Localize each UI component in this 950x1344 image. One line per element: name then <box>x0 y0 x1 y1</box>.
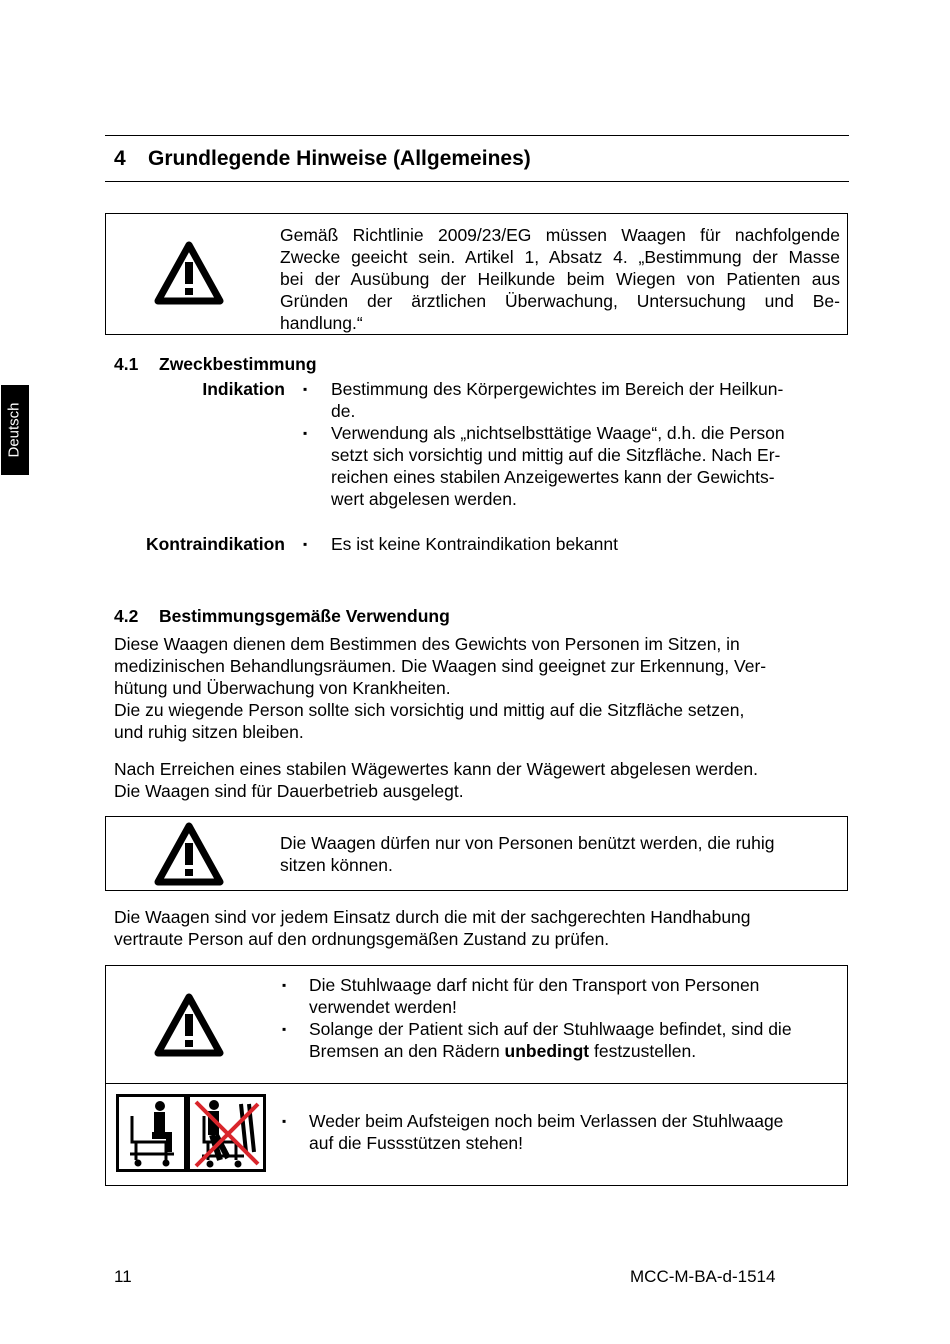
warning-triangle-icon <box>154 992 224 1058</box>
emphasis-text: unbedingt <box>504 1041 590 1061</box>
list-line: setzt sich vorsichtig und mittig auf die Sitzfläche. Nach Er- <box>331 445 781 465</box>
warning-line <box>309 1040 844 1062</box>
brake-warning-item <box>309 1018 844 1062</box>
indikation-item-1 <box>331 378 783 422</box>
warning-box-directive <box>105 213 848 335</box>
paragraph-usage <box>114 633 842 743</box>
para-line: hütung und Überwachung von Krankheiten. <box>114 678 451 698</box>
indikation-item-2 <box>331 422 785 510</box>
text-run: festzustellen. <box>589 1041 697 1061</box>
chapter-number: 4 <box>114 147 126 170</box>
warning-line: handlung.“ <box>280 313 363 333</box>
list-line: Verwendung als „nichtselbsttätige Waage“, d.h. die Person <box>331 423 785 443</box>
warning-line: Solange der Patient sich auf der Stuhlwaage befindet, sind die <box>309 1019 792 1039</box>
para-line: Die zu wiegende Person sollte sich vorsichtig und mittig auf die Sitzfläche setzen, <box>114 700 745 720</box>
bullet-icon: ▪ <box>303 382 308 396</box>
warning-line: Zwecke geeicht sein. Artikel 1, Absatz 4. „Bestimmung der Masse <box>280 247 840 267</box>
language-label: Deutsch <box>6 402 23 458</box>
para-line: Diese Waagen dienen dem Bestimmen des Gewichts von Personen im Sitzen, in <box>114 634 740 654</box>
para-line: Die Waagen sind für Dauerbetrieb ausgelegt. <box>114 781 464 801</box>
section-number: 4.1 <box>114 354 139 374</box>
top-rule <box>105 135 849 136</box>
kontraindikation-label: Kontraindikation <box>145 534 285 554</box>
section-4-1-heading <box>114 353 317 375</box>
warning-line: Die Stuhlwaage darf nicht für den Transport von Personen <box>309 975 760 995</box>
warning-line: auf die Fussstützen stehen! <box>309 1133 524 1153</box>
warning-box-1-text <box>280 224 840 334</box>
bullet-icon: ▪ <box>303 537 308 551</box>
bullet-icon: ▪ <box>303 426 308 440</box>
list-line: Bestimmung des Körpergewichtes im Bereich der Heilkun- <box>331 379 784 399</box>
warning-line: Gemäß Richtlinie 2009/23/EG müssen Waagen für nachfolgende <box>280 225 840 245</box>
para-line: vertraute Person auf den ordnungsgemäßen Zustand zu prüfen. <box>114 929 610 949</box>
bullet-icon: ▪ <box>282 1022 287 1036</box>
list-line: de. <box>331 401 356 421</box>
section-title: Bestimmungsgemäße Verwendung <box>159 606 450 626</box>
warning-line: Die Waagen dürfen nur von Personen benützt werden, die ruhig <box>280 833 775 853</box>
list-line: wert abgelesen werden. <box>331 489 517 509</box>
footrest-pictogram-icon <box>116 1094 266 1172</box>
box-divider <box>106 1083 847 1084</box>
language-side-tab <box>1 385 29 475</box>
chapter-heading <box>114 146 531 172</box>
list-line: reichen eines stabilen Anzeigewertes kann der Gewichts- <box>331 467 775 487</box>
text-run: Bremsen an den Rädern <box>309 1041 505 1061</box>
warning-line: bei der Ausübung der Heilkunde beim Wiegen von Patienten aus <box>280 269 840 289</box>
para-line: und ruhig sitzen bleiben. <box>114 722 304 742</box>
paragraph-inspection <box>114 906 842 950</box>
bullet-icon: ▪ <box>282 978 287 992</box>
warning-line: sitzen können. <box>280 855 393 875</box>
para-line: Nach Erreichen eines stabilen Wägewertes kann der Wägewert abgelesen werden. <box>114 759 758 779</box>
indikation-label: Indikation <box>202 379 285 399</box>
chapter-title: Grundlegende Hinweise (Allgemeines) <box>148 147 531 170</box>
para-line: Die Waagen sind vor jedem Einsatz durch die mit der sachgerechten Handhabung <box>114 907 751 927</box>
warning-line: verwendet werden! <box>309 997 457 1017</box>
section-4-2-heading <box>114 605 450 627</box>
section-number: 4.2 <box>114 606 139 626</box>
document-id: MCC-M-BA-d-1514 <box>630 1267 776 1286</box>
warning-line: Weder beim Aufsteigen noch beim Verlassen der Stuhlwaage <box>309 1111 784 1131</box>
para-line: medizinischen Behandlungsräumen. Die Waagen sind geeignet zur Erkennung, Ver- <box>114 656 767 676</box>
warning-triangle-icon <box>154 821 224 887</box>
kontraindikation-item: Es ist keine Kontraindikation bekannt <box>331 534 618 554</box>
warning-line: Gründen der ärztlichen Überwachung, Untersuchung und Be- <box>280 291 840 311</box>
warning-box-sitting <box>105 816 848 891</box>
footrest-warning-item <box>309 1110 844 1154</box>
transport-warning-item <box>309 974 844 1018</box>
bullet-icon: ▪ <box>282 1114 287 1128</box>
paragraph-reading <box>114 758 842 802</box>
warning-triangle-icon <box>154 240 224 306</box>
warning-box-transport <box>105 965 848 1186</box>
warning-box-2-text <box>280 832 840 876</box>
chapter-rule <box>105 181 849 182</box>
section-title: Zweckbestimmung <box>159 354 317 374</box>
page-number: 11 <box>114 1267 132 1286</box>
